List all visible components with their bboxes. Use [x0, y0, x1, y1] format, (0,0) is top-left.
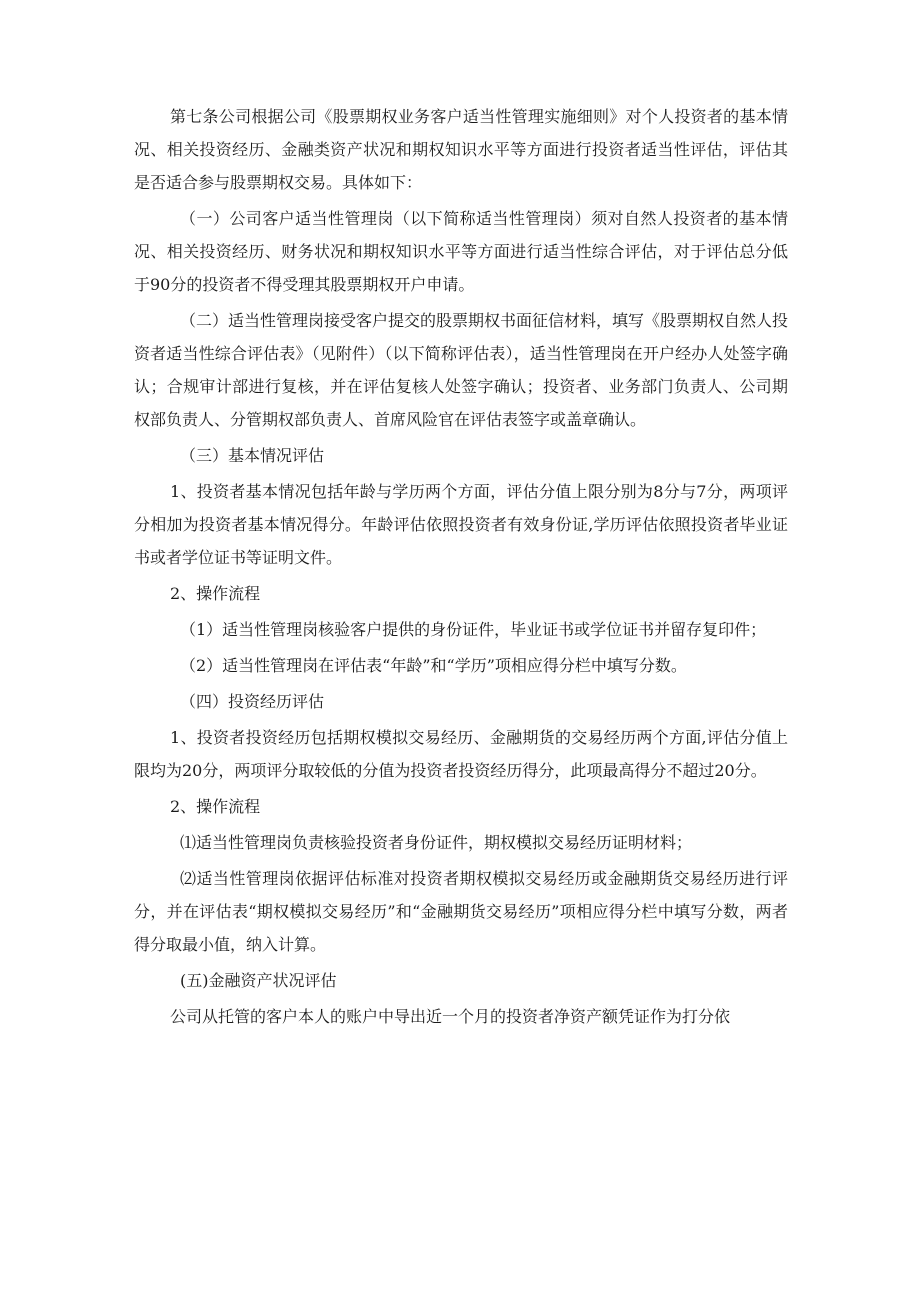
paragraph-procedure-1-step-1: （1）适当性管理岗核验客户提供的身份证件，毕业证书或学位证书并留存复印件； [180, 620, 767, 639]
paragraph-procedure-1-step-2: （2）适当性管理岗在评估表“年龄”和“学历”项相应得分栏中填写分数。 [180, 656, 687, 675]
document-body [134, 100, 788, 1036]
paragraph-article-7: 第七条公司根据公司《股票期权业务客户适当性管理实施细则》对个人投资者的基本情况、相关投资经历、金融类资产状况和期权知识水平等方面进行投资者适当性评估，评估其是否适合参与股票期权交易。具体如下： [134, 107, 788, 192]
heading-basic-info-assessment: （三）基本情况评估 [180, 446, 325, 465]
paragraph-item-2: （二）适当性管理岗接受客户提交的股票期权书面征信材料，填写《股票期权自然人投资者适当性综合评估表》（见附件）（以下简称评估表），适当性管理岗在开户经办人处签字确认；合规审计部进行复核，并在评估复核人处签字确认；投资者、业务部门负责人、公司期权部负责人、分管期权部负责人、首席风险官在评估表签字或盖章确认。 [134, 311, 789, 429]
heading-investment-experience-assessment: （四）投资经历评估 [180, 692, 325, 711]
heading-procedure-1: 2、操作流程 [170, 584, 261, 603]
paragraph-procedure-2-step-2: ⑵适当性管理岗依据评估标准对投资者期权模拟交易经历或金融期货交易经历进行评分，并在评估表“期权模拟交易经历”和“金融期货交易经历”项相应得分栏中填写分数，两者得分取最小值，纳入计算。 [134, 869, 788, 954]
heading-financial-assets-assessment: (五)金融资产状况评估 [180, 971, 337, 990]
paragraph-basic-info-1: 1、投资者基本情况包括年龄与学历两个方面，评估分值上限分别为8分与7分，两项评分相加为投资者基本情况得分。年龄评估依照投资者有效身份证,学历评估依照投资者毕业证书或者学位证书等证明文件。 [134, 482, 788, 567]
paragraph-item-1: （一）公司客户适当性管理岗（以下简称适当性管理岗）须对自然人投资者的基本情况、相关投资经历、财务状况和期权知识水平等方面进行适当性综合评估，对于评估总分低于90分的投资者不得受理其股票期权开户申请。 [134, 209, 788, 294]
heading-procedure-2: 2、操作流程 [170, 797, 261, 816]
paragraph-investment-experience-1: 1、投资者投资经历包括期权模拟交易经历、金融期货的交易经历两个方面,评估分值上限均为20分，两项评分取较低的分值为投资者投资经历得分，此项最高得分不超过20分。 [134, 728, 788, 780]
paragraph-financial-assets-1: 公司从托管的客户本人的账户中导出近一个月的投资者净资产额凭证作为打分依 [170, 1007, 731, 1026]
paragraph-procedure-2-step-1: ⑴适当性管理岗负责核验投资者身份证件，期权模拟交易经历证明材料； [180, 833, 693, 852]
